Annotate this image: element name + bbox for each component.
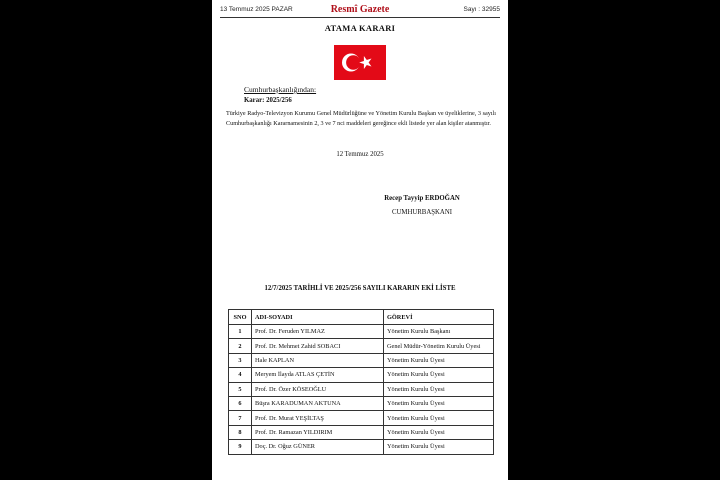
document-title: ATAMA KARARI (324, 23, 396, 33)
row-role: Yönetim Kurulu Üyesi (384, 425, 494, 439)
row-sno: 9 (229, 440, 252, 454)
row-name: Prof. Dr. Mehmet Zahid SOBACI (252, 339, 384, 353)
row-role: Genel Müdür-Yönetim Kurulu Üyesi (384, 339, 494, 353)
row-sno: 8 (229, 425, 252, 439)
table-row (229, 339, 494, 353)
column-header-sno: SNO (229, 310, 252, 325)
row-role: Yönetim Kurulu Başkanı (384, 325, 494, 339)
signer-title: CUMHURBAŞKANI (391, 209, 453, 216)
row-name: Doç. Dr. Oğuz GÜNER (252, 440, 384, 454)
signer-name: Recep Tayyip ERDOĞAN (384, 195, 460, 202)
row-name: Prof. Dr. Feruden YILMAZ (252, 325, 384, 339)
appointment-table (228, 309, 494, 455)
row-role: Yönetim Kurulu Üyesi (384, 440, 494, 454)
row-role: Yönetim Kurulu Üyesi (384, 353, 494, 367)
gazette-page (212, 0, 508, 480)
row-name: Büşra KARADUMAN AKTUNA (252, 396, 384, 410)
table-row (229, 368, 494, 382)
turkish-flag-icon (334, 45, 386, 80)
column-header-name: ADI-SOYADI (252, 310, 384, 325)
decision-number: Karar: 2025/256 (244, 97, 292, 104)
row-name: Hale KAPLAN (252, 353, 384, 367)
row-role: Yönetim Kurulu Üyesi (384, 396, 494, 410)
table-row (229, 440, 494, 454)
row-sno: 2 (229, 339, 252, 353)
signature-date: 12 Temmuz 2025 (336, 151, 384, 158)
table-row (229, 325, 494, 339)
decision-body: Türkiye Radyo-Televizyon Kurumu Genel Müdürlüğüne ve Yönetim Kurulu Başkan ve üyeliklerine, 3 sayılı Cumhurbaşkanlığı Kararnamesinin 2, 3 ve 7 nci maddeleri gereğince ekli listede yer alan kişiler atanmıştır. (226, 110, 496, 127)
table-header-row (229, 310, 494, 325)
header-date: 13 Temmuz 2025 PAZAR (220, 6, 293, 13)
table-row (229, 353, 494, 367)
row-role: Yönetim Kurulu Üyesi (384, 382, 494, 396)
row-sno: 5 (229, 382, 252, 396)
table-row (229, 382, 494, 396)
row-name: Prof. Dr. Özer KÖSEOĞLU (252, 382, 384, 396)
issuing-authority: Cumhurbaşkanlığından: (244, 85, 317, 94)
row-sno: 1 (229, 325, 252, 339)
row-name: Prof. Dr. Ramazan YILDIRIM (252, 425, 384, 439)
header-issue-number: Sayı : 32955 (463, 6, 500, 13)
header-divider (220, 17, 500, 18)
table-row (229, 425, 494, 439)
appointment-list-title: 12/7/2025 TARİHLİ VE 2025/256 SAYILI KARARIN EKİ LİSTE (264, 285, 456, 292)
gazette-header (220, 4, 500, 16)
gazette-name: Resmî Gazete (330, 4, 390, 15)
row-sno: 6 (229, 396, 252, 410)
row-sno: 4 (229, 368, 252, 382)
row-sno: 7 (229, 411, 252, 425)
row-name: Prof. Dr. Murat YEŞİLTAŞ (252, 411, 384, 425)
table-row (229, 396, 494, 410)
table-row (229, 411, 494, 425)
row-name: Meryem İlayda ATLAS ÇETİN (252, 368, 384, 382)
column-header-role: GÖREVİ (384, 310, 494, 325)
row-role: Yönetim Kurulu Üyesi (384, 368, 494, 382)
row-sno: 3 (229, 353, 252, 367)
row-role: Yönetim Kurulu Üyesi (384, 411, 494, 425)
